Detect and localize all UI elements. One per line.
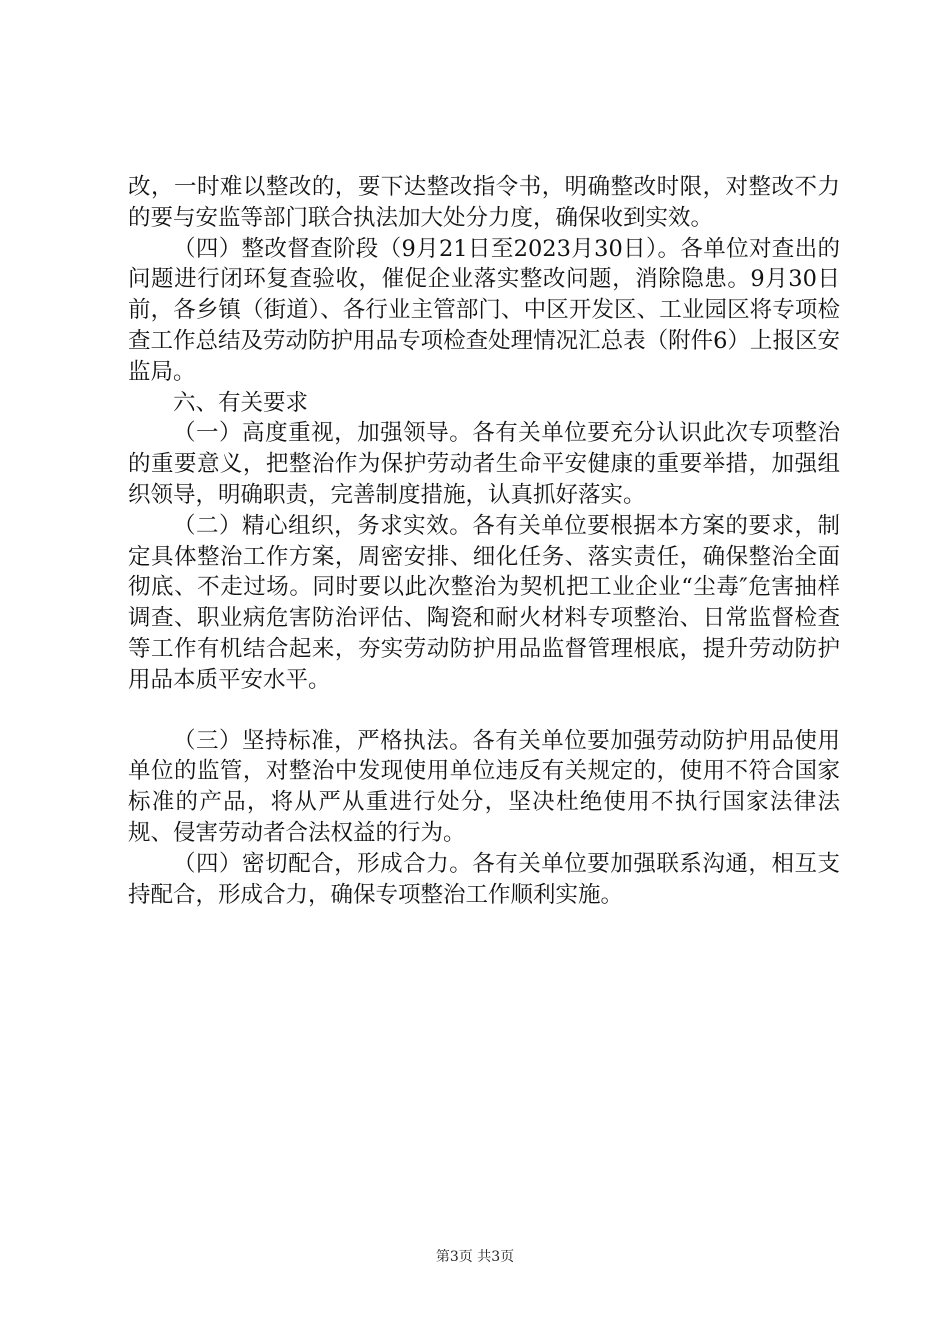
paragraph-requirement-3: （三）坚持标准，严格执法。各有关单位要加强劳动防护用品使用单位的监管，对整治中发现使用单位违反有关规定的，使用不符合国家标准的产品，将从严从重进行处分，坚决杜绝使用不执行国家法律法规、侵害劳动者合法权益的行为。 [128, 727, 840, 846]
page-number-footer: 第3页 共3页 [435, 1249, 515, 1265]
paragraph-continuation: 改，一时难以整改的，要下达整改指令书，明确整改时限，对整改不力的要与安监等部门联合执法加大处分力度，确保收到实效。 [128, 174, 840, 231]
paragraph-stage-four: （四）整改督查阶段（9月21日至2023月30日）。各单位对查出的问题进行闭环复查验收，催促企业落实整改问题，消除隐患。9月30日前，各乡镇（街道）、各行业主管部门、中区开发区、工业园区将专项检查工作总结及劳动防护用品专项检查处理情况汇总表（附件6）上报区安监局。 [128, 235, 840, 385]
paragraph-requirement-2: （二）精心组织，务求实效。各有关单位要根据本方案的要求，制定具体整治工作方案，周密安排、细化任务、落实责任，确保整治全面彻底、不走过场。同时要以此次整治为契机把工业企业“尘毒″危害抽样调查、职业病危害防治评估、陶瓷和耐火材料专项整治、日常监督检查等工作有机结合起来，夯实劳动防护用品监督管理根底，提升劳动防护用品本质平安水平。 [128, 512, 840, 693]
document-body [128, 172, 840, 910]
paragraph-requirement-4: （四）密切配合，形成合力。各有关单位要加强联系沟通，相互支持配合，形成合力，确保专项整治工作顺利实施。 [128, 850, 840, 908]
paragraph-requirement-1: （一）高度重视，加强领导。各有关单位要充分认识此次专项整治的重要意义，把整治作为保护劳动者生命平安健康的重要举措，加强组织领导，明确职责，完善制度措施，认真抓好落实。 [128, 420, 840, 508]
section-heading-requirements: 六、有关要求 [173, 389, 309, 416]
